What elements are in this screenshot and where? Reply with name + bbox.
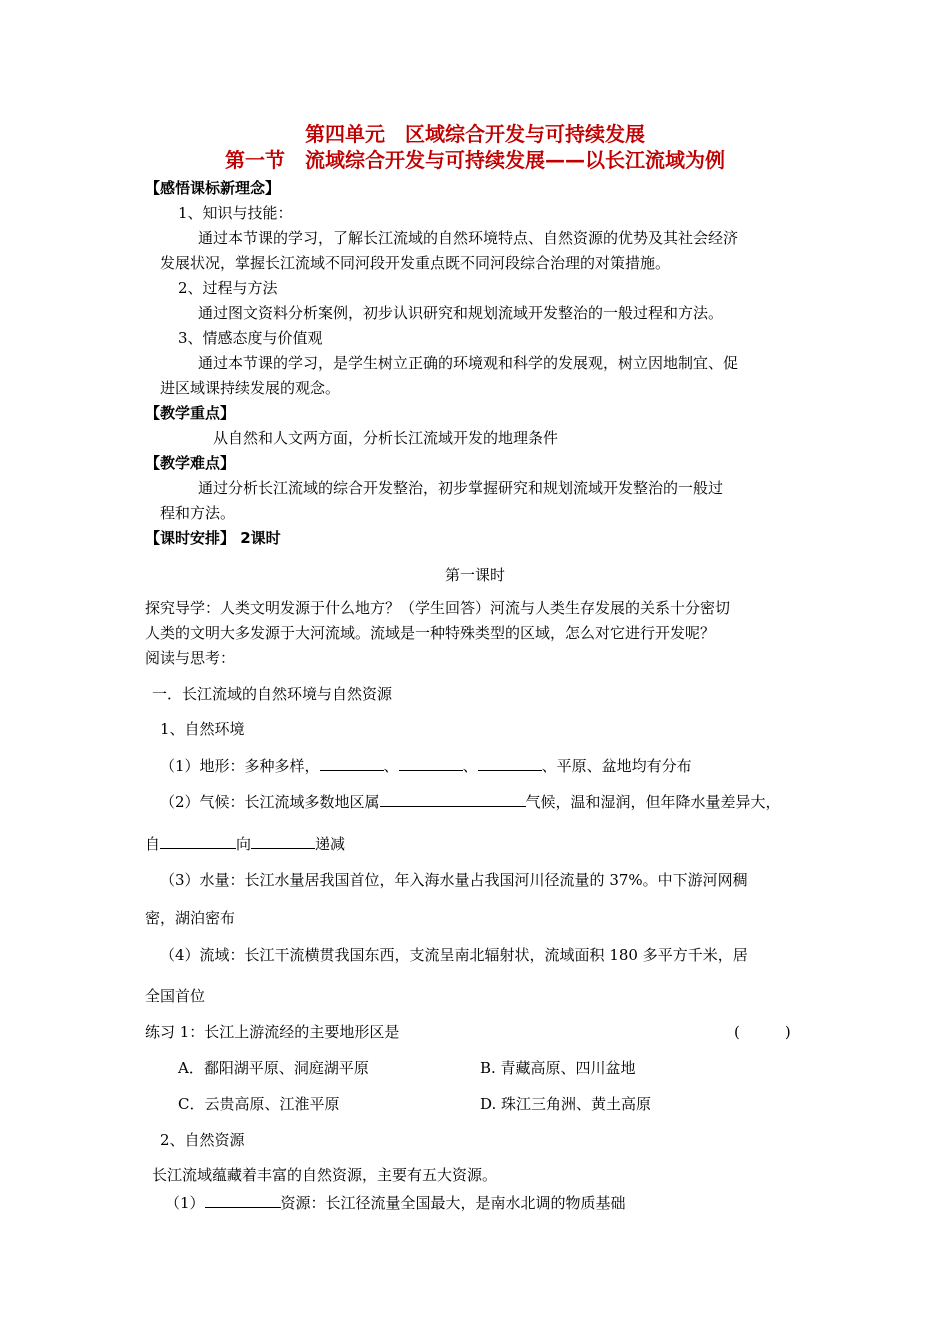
climate-decrease: 递减 <box>315 835 346 853</box>
intro-line-3: 阅读与思考： <box>145 649 236 667</box>
terrain-prefix: （1）地形：多种多样， <box>160 757 320 775</box>
water-line-2: 密，湖泊密布 <box>145 909 236 927</box>
climate-line <box>160 791 781 812</box>
terrain-blank-2[interactable] <box>399 755 463 771</box>
exercise-answer-bracket[interactable]: ( ) <box>734 1023 791 1041</box>
objective-3-title: 3、情感态度与价值观 <box>178 329 323 347</box>
terrain-line <box>160 755 692 776</box>
intro-line-1: 探究导学：人类文明发源于什么地方？（学生回答）河流与人类生存发展的关系十分密切 <box>145 599 731 617</box>
climate-blank[interactable] <box>380 791 526 807</box>
separator: 、 <box>383 757 399 775</box>
climate-line-2 <box>145 833 345 854</box>
environment-title: 1、自然环境 <box>160 720 245 738</box>
climate-prefix: （2）气候：长江流域多数地区属 <box>160 793 380 811</box>
climate-to: 向 <box>236 835 252 853</box>
schedule-value: 2课时 <box>235 529 281 547</box>
difficulty-heading: 【教学难点】 <box>145 454 236 472</box>
water-line-1: （3）水量：长江水量居我国首位，年入海水量占我国河川径流量的 37%。中下游河网稠 <box>160 871 748 889</box>
objective-3-line-2: 进区域课持续发展的观念。 <box>160 379 341 397</box>
difficulty-line-2: 程和方法。 <box>160 504 236 522</box>
exercise-question: 练习 1：长江上游流经的主要地形区是 <box>145 1023 400 1041</box>
separator: 、 <box>462 757 478 775</box>
terrain-blank-1[interactable] <box>320 755 384 771</box>
lesson-title: 第一课时 <box>444 566 505 584</box>
difficulty-line-1: 通过分析长江流域的综合开发整治，初步掌握研究和规划流域开发整治的一般过 <box>198 479 724 497</box>
schedule-line <box>145 528 281 548</box>
resource-1-line <box>165 1192 626 1213</box>
objective-3-line-1: 通过本节课的学习，是学生树立正确的环境观和科学的发展观，树立因地制宜、促 <box>198 354 739 372</box>
basin-line-1: （4）流域：长江干流横贯我国东西，支流呈南北辐射状，流域面积 180 多平方千米，居 <box>160 946 748 964</box>
climate-from-blank[interactable] <box>160 833 236 849</box>
schedule-heading: 【课时安排】 <box>145 529 236 547</box>
basin-line-2: 全国首位 <box>145 987 206 1005</box>
section-title: 第一节 流域综合开发与可持续发展——以长江流域为例 <box>225 148 725 172</box>
objective-1-line-2: 发展状况，掌握长江流域不同河段开发重点既不同河段综合治理的对策措施。 <box>160 254 671 272</box>
resources-intro: 长江流域蕴藏着丰富的自然资源，主要有五大资源。 <box>152 1166 498 1184</box>
option-c: C．云贵高原、江淮平原 <box>178 1095 340 1113</box>
key-point-heading: 【教学重点】 <box>145 404 236 422</box>
intro-line-2: 人类的文明大多发源于大河流域。流域是一种特殊类型的区域，怎么对它进行开发呢？ <box>145 624 716 642</box>
option-a: A．鄱阳湖平原、洞庭湖平原 <box>178 1059 369 1077</box>
objective-1-line-1: 通过本节课的学习，了解长江流域的自然环境特点、自然资源的优势及其社会经济 <box>198 229 739 247</box>
option-d: D. 珠江三角洲、黄土高原 <box>480 1095 652 1113</box>
terrain-blank-3[interactable] <box>478 755 542 771</box>
resource-1-blank[interactable] <box>205 1192 281 1208</box>
objective-2-title: 2、过程与方法 <box>178 279 278 297</box>
climate-suffix: 气候，温和湿润，但年降水量差异大， <box>525 793 781 811</box>
key-point-text: 从自然和人文两方面，分析长江流域开发的地理条件 <box>213 429 559 447</box>
objective-2-text: 通过图文资料分析案例，初步认识研究和规划流域开发整治的一般过程和方法。 <box>198 304 724 322</box>
climate-to-blank[interactable] <box>251 833 315 849</box>
option-b: B. 青藏高原、四川盆地 <box>480 1059 636 1077</box>
climate-from: 自 <box>145 835 161 853</box>
objective-1-title: 1、知识与技能： <box>178 204 293 222</box>
resource-1-text: 资源：长江径流量全国最大，是南水北调的物质基础 <box>280 1194 626 1212</box>
terrain-suffix: 、平原、盆地均有分布 <box>541 757 692 775</box>
unit-title: 第四单元 区域综合开发与可持续发展 <box>305 122 645 146</box>
objectives-heading: 【感悟课标新理念】 <box>145 179 281 197</box>
part-1-title: 一．长江流域的自然环境与自然资源 <box>152 685 393 703</box>
resource-1-number: （1） <box>165 1194 205 1212</box>
resources-title: 2、自然资源 <box>160 1131 245 1149</box>
